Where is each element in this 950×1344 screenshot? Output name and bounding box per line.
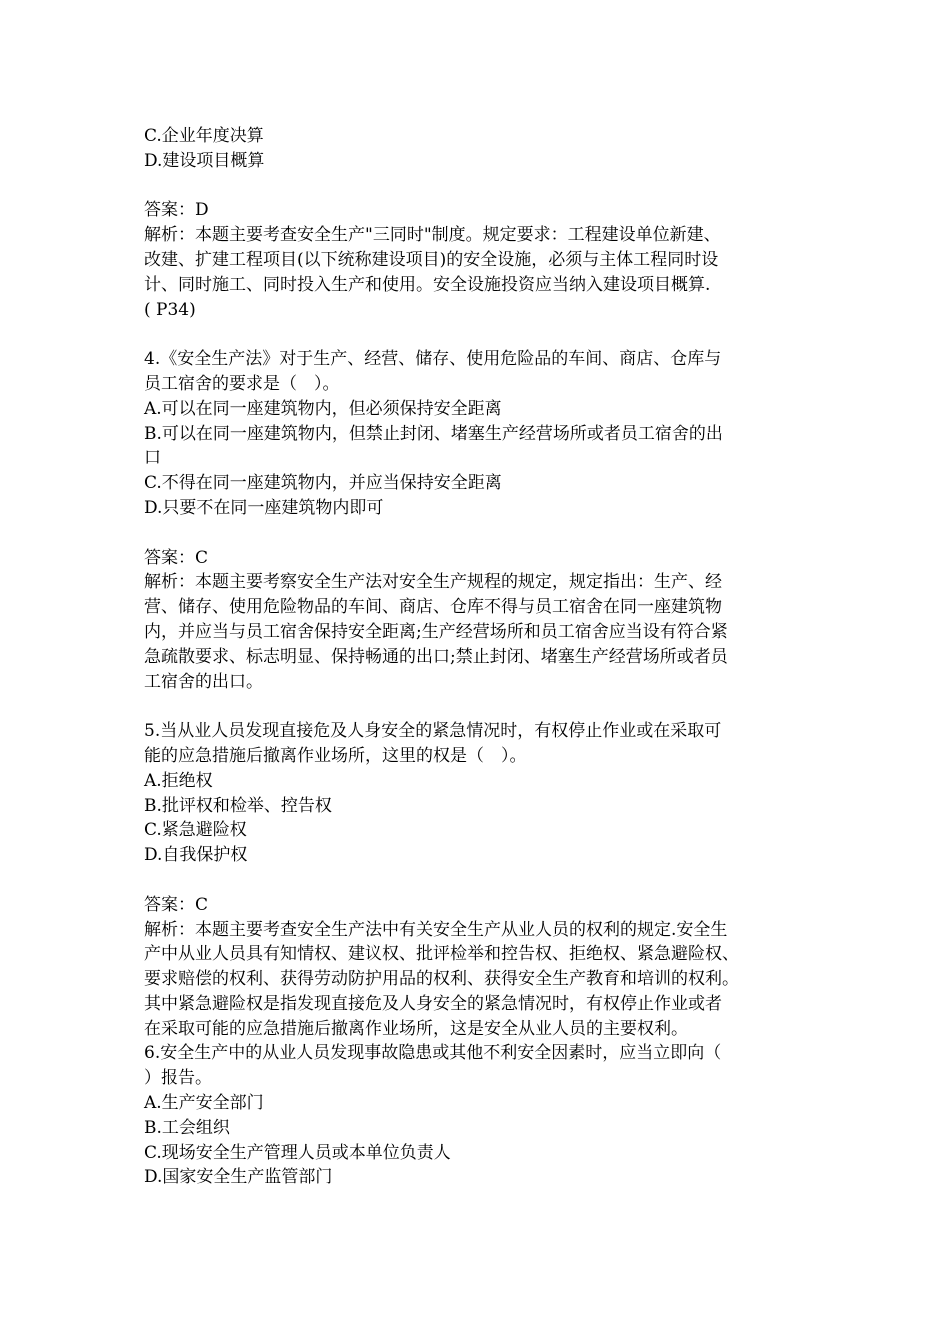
question-stem: 4.《安全生产法》对于生产、经营、储存、使用危险品的车间、商店、仓库与 bbox=[144, 349, 722, 370]
spacer bbox=[144, 521, 816, 546]
option-b: B.批评权和检举、控告权 bbox=[144, 795, 332, 816]
option-a: A.可以在同一座建筑物内，但必须保持安全距离 bbox=[144, 398, 502, 419]
analysis-line: 解析：本题主要考查安全生产"三同时"制度。规定要求：工程建设单位新建、 bbox=[144, 225, 721, 246]
question-stem: ）报告。 bbox=[144, 1068, 212, 1089]
option-c: C.不得在同一座建筑物内，并应当保持安全距离 bbox=[144, 473, 502, 494]
option-a: A.生产安全部门 bbox=[144, 1093, 264, 1114]
option-b: B.可以在同一座建筑物内，但禁止封闭、堵塞生产经营场所或者员工宿舍的出 bbox=[144, 423, 723, 444]
question-stem: 能的应急措施后撤离作业场所，这里的权是（ ）。 bbox=[144, 745, 527, 766]
analysis-line: 营、储存、使用危险物品的车间、商店、仓库不得与员工宿舍在同一座建筑物 bbox=[144, 597, 722, 618]
option-d: D.建设项目概算 bbox=[144, 150, 265, 171]
analysis-line: 要求赔偿的权利、获得劳动防护用品的权利、获得安全生产教育和培训的权利。 bbox=[144, 969, 739, 990]
question-stem: 员工宿舍的要求是（ ）。 bbox=[144, 373, 340, 394]
analysis-line: 解析：本题主要考查安全生产法中有关安全生产从业人员的权利的规定.安全生 bbox=[144, 919, 728, 940]
question-stem: 5.当从业人员发现直接危及人身安全的紧急情况时，有权停止作业或在采取可 bbox=[144, 721, 722, 742]
analysis-line: ( P34) bbox=[144, 299, 196, 320]
spacer bbox=[144, 322, 816, 347]
analysis-line: 内，并应当与员工宿舍保持安全距离;生产经营场所和员工宿舍应当设有符合紧 bbox=[144, 621, 728, 642]
option-d: D.国家安全生产监管部门 bbox=[144, 1167, 333, 1188]
analysis-line: 工宿舍的出口。 bbox=[144, 671, 263, 692]
analysis-line: 急疏散要求、标志明显、保持畅通的出口;禁止封闭、堵塞生产经营场所或者员 bbox=[144, 646, 728, 667]
analysis-line: 在采取可能的应急措施后撤离作业场所，这是安全从业人员的主要权利。 bbox=[144, 1018, 688, 1039]
option-a: A.拒绝权 bbox=[144, 770, 213, 791]
option-c: C.企业年度决算 bbox=[144, 126, 264, 146]
answer-line: 答案：D bbox=[144, 200, 209, 221]
spacer bbox=[144, 694, 816, 719]
analysis-line: 产中从业人员具有知情权、建议权、批评检举和控告权、拒绝权、紧急避险权、 bbox=[144, 944, 739, 965]
answer-line: 答案：C bbox=[144, 547, 209, 568]
answer-line: 答案：C bbox=[144, 894, 209, 915]
spacer bbox=[144, 868, 816, 893]
option-b: B.工会组织 bbox=[144, 1117, 230, 1138]
option-d: D.只要不在同一座建筑物内即可 bbox=[144, 497, 384, 518]
option-c: C.现场安全生产管理人员或本单位负责人 bbox=[144, 1142, 451, 1163]
option-b: 口 bbox=[144, 448, 161, 469]
question-stem: 6.安全生产中的从业人员发现事故隐患或其他不利安全因素时，应当立即向（ bbox=[144, 1043, 722, 1064]
analysis-line: 解析：本题主要考察安全生产法对安全生产规程的规定，规定指出：生产、经 bbox=[144, 572, 722, 593]
spacer bbox=[144, 174, 816, 199]
analysis-line: 其中紧急避险权是指发现直接危及人身安全的紧急情况时，有权停止作业或者 bbox=[144, 993, 722, 1014]
analysis-line: 改建、扩建工程项目(以下统称建设项目)的安全设施，必须与主体工程同时设 bbox=[144, 249, 719, 270]
option-c: C.紧急避险权 bbox=[144, 820, 247, 841]
option-d: D.自我保护权 bbox=[144, 845, 248, 866]
analysis-line: 计、同时施工、同时投入生产和使用。安全设施投资应当纳入建设项目概算. bbox=[144, 274, 711, 295]
document-page bbox=[144, 124, 816, 1190]
